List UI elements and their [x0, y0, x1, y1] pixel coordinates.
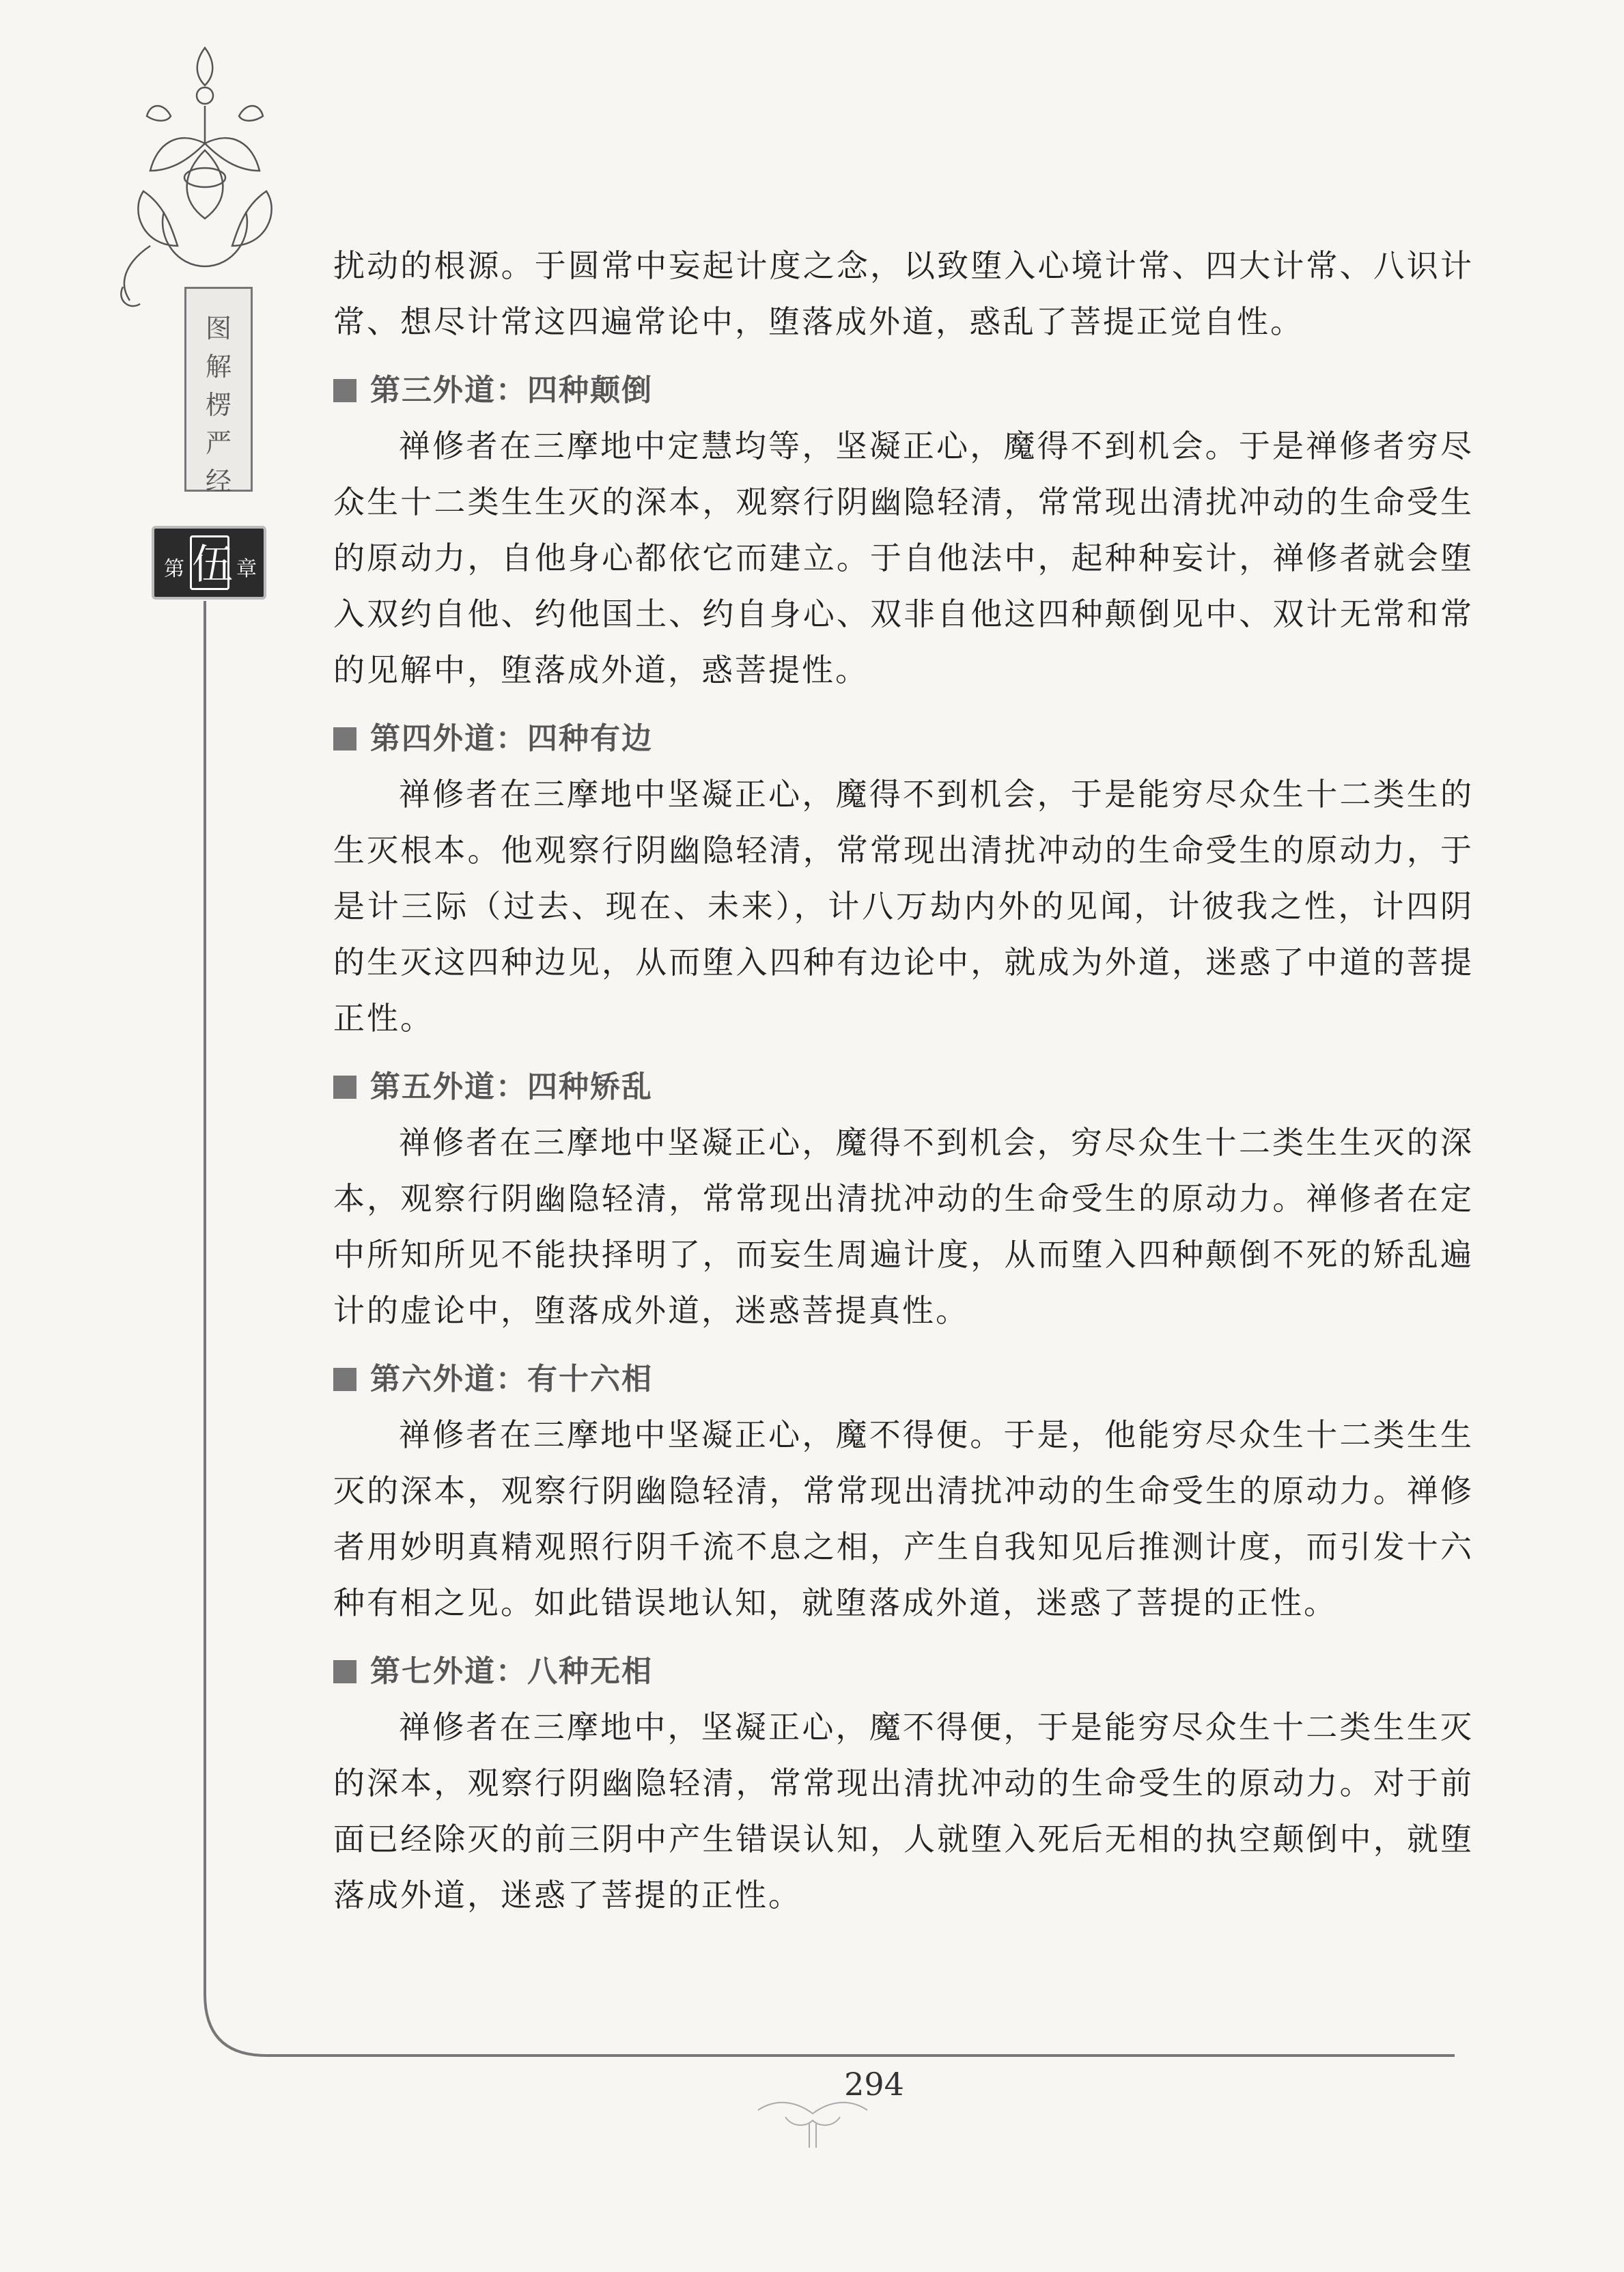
- book-title-char: 图: [205, 313, 232, 343]
- book-title-char: 解: [205, 352, 232, 382]
- section-heading: [333, 718, 1474, 759]
- section-heading: [333, 370, 1474, 411]
- square-bullet-icon: [333, 1076, 356, 1099]
- section-paragraph: 禅修者在三摩地中坚凝正心，魔得不到机会，于是能穷尽众生十二类生的生灭根本。他观察行阴幽隐轻清，常常现出清扰冲动的生命受生的原动力，于是计三际（过去、现在、未来），计八万劫内外的见闻，计彼我之性，计四阴的生灭这四种边见，从而堕入四种有边论中，就成为外道，迷惑了中道的菩提正性。: [333, 776, 1474, 1037]
- section-paragraph: 禅修者在三摩地中，坚凝正心，魔不得便，于是能穷尽众生十二类生生灭的深本，观察行阴幽隐轻清，常常现出清扰冲动的生命受生的原动力。对于前面已经除灭的前三阴中产生错误认知，人就堕入死后无相的执空颠倒中，就堕落成外道，迷惑了菩提的正性。: [333, 1709, 1474, 1913]
- section-title-text: 第三外道：四种颠倒: [370, 373, 653, 408]
- section-heading: [333, 1651, 1474, 1692]
- chapter-prefix: 第: [164, 557, 184, 581]
- lotus-emblem-icon: [102, 41, 307, 328]
- page-number: 294: [844, 2066, 904, 2103]
- section-title-text: 第七外道：八种无相: [370, 1654, 653, 1689]
- section-heading: [333, 1359, 1474, 1400]
- section-title-text: 第四外道：四种有边: [370, 721, 653, 756]
- section-heading: [333, 1067, 1474, 1108]
- main-text: [333, 238, 1474, 1923]
- section-paragraph: 禅修者在三摩地中坚凝正心，魔得不到机会，穷尽众生十二类生生灭的深本，观察行阴幽隐轻清，常常现出清扰冲动的生命受生的原动力。禅修者在定中所知所见不能抉择明了，而妄生周遍计度，从而堕入四种颠倒不死的矫乱遍计的虚论中，堕落成外道，迷惑菩提真性。: [333, 1124, 1474, 1329]
- square-bullet-icon: [333, 727, 356, 751]
- chapter-tab: [152, 526, 266, 600]
- intro-paragraph: 扰动的根源。于圆常中妄起计度之念，以致堕入心境计常、四大计常、八识计常、想尽计常这四遍常论中，堕落成外道，惑乱了菩提正觉自性。: [333, 247, 1474, 340]
- square-bullet-icon: [333, 379, 356, 402]
- section-paragraph: 禅修者在三摩地中坚凝正心，魔不得便。于是，他能穷尽众生十二类生生灭的深本，观察行阴幽隐轻清，常常现出清扰冲动的生命受生的原动力。禅修者用妙明真精观照行阴千流不息之相，产生自我知见后推测计度，而引发十六种有相之见。如此错误地认知，就堕落成外道，迷惑了菩提的正性。: [333, 1416, 1474, 1621]
- footer-ornament-icon: [744, 2090, 881, 2151]
- section-title-text: 第五外道：四种矫乱: [370, 1069, 653, 1104]
- book-title-char: 严: [205, 428, 232, 458]
- book-title-tab: [184, 287, 253, 496]
- book-title: [186, 309, 251, 501]
- chapter-suffix: 章: [236, 557, 257, 581]
- book-title-char: 经: [205, 466, 232, 496]
- chapter-number: 伍: [190, 535, 229, 590]
- square-bullet-icon: [333, 1660, 356, 1683]
- square-bullet-icon: [333, 1368, 356, 1391]
- book-title-char: 楞: [205, 390, 232, 420]
- section-paragraph: 禅修者在三摩地中定慧均等，坚凝正心，魔得不到机会。于是禅修者穷尽众生十二类生生灭的深本，观察行阴幽隐轻清，常常现出清扰冲动的生命受生的原动力，自他身心都依它而建立。于自他法中，起种种妄计，禅修者就会堕入双约自他、约他国土、约自身心、双非自他这四种颠倒见中、双计无常和常的见解中，堕落成外道，惑菩提性。: [333, 427, 1474, 688]
- section-title-text: 第六外道：有十六相: [370, 1362, 653, 1397]
